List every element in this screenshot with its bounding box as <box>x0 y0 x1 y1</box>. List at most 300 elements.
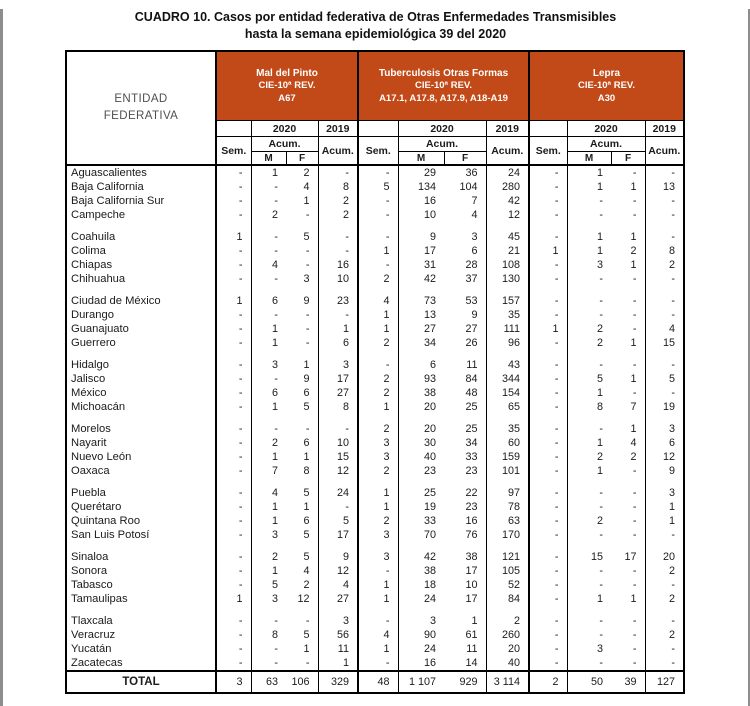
value-cell: - <box>358 165 398 180</box>
value-cell: 22 <box>444 486 486 500</box>
value-cell: 4 <box>286 180 318 194</box>
disease-name: Mal del Pinto <box>256 68 318 80</box>
value-cell: 8 <box>318 400 358 414</box>
value-cell: 4 <box>286 564 318 578</box>
value-cell: 3 <box>318 614 358 628</box>
value-cell: 9 <box>286 372 318 386</box>
value-cell: 6 <box>318 336 358 350</box>
entity-name: Quintana Roo <box>66 514 216 528</box>
value-cell: - <box>529 386 567 400</box>
spacer-cell <box>318 478 358 486</box>
spacer-cell <box>444 350 486 358</box>
value-cell: - <box>611 656 645 671</box>
value-cell: - <box>358 258 398 272</box>
disease-header-tuberculosis <box>358 51 529 121</box>
value-cell: 21 <box>486 244 529 258</box>
spacer-cell <box>398 286 444 294</box>
entity-name: Sinaloa <box>66 550 216 564</box>
value-cell: 1 <box>611 230 645 244</box>
spacer-cell <box>398 222 444 230</box>
value-cell: - <box>599 614 603 627</box>
value-cell: - <box>611 386 645 400</box>
value-cell: - <box>611 578 645 592</box>
entity-name: Chiapas <box>66 258 216 272</box>
value-cell: 27 <box>318 592 358 606</box>
spacer-cell <box>66 478 216 486</box>
spacer-cell <box>529 222 567 230</box>
value-cell: - <box>358 230 398 244</box>
value-cell: 2 <box>271 436 278 449</box>
entity-name: Zacatecas <box>66 656 216 671</box>
value-cell: 1 <box>668 500 675 513</box>
spacer-cell <box>66 414 216 422</box>
value-cell: - <box>671 194 675 207</box>
value-cell: 2 <box>596 450 603 463</box>
value-cell: 2 <box>596 336 603 349</box>
spacer-cell <box>444 286 486 294</box>
value-cell: - <box>216 358 251 372</box>
spacer-cell <box>529 414 567 422</box>
value-cell: 17 <box>444 592 486 606</box>
value-cell: 27 <box>444 322 486 336</box>
value-cell: - <box>216 628 251 642</box>
spacer-cell <box>444 478 486 486</box>
value-cell: 3 <box>358 528 398 542</box>
value-cell: 24 <box>486 165 529 180</box>
value-cell: 13 <box>662 180 675 193</box>
value-cell: 38 <box>423 386 436 399</box>
value-cell: 1 <box>444 614 486 628</box>
value-cell: - <box>611 165 645 180</box>
value-cell: - <box>599 208 603 221</box>
spacer-cell <box>529 478 567 486</box>
value-cell: 1 <box>596 592 603 605</box>
value-cell: 1 <box>596 166 603 179</box>
value-cell: 16 <box>423 194 436 207</box>
value-cell: - <box>611 642 645 656</box>
value-cell: 25 <box>444 422 486 436</box>
empty-cell <box>216 121 251 137</box>
spacer-row <box>66 286 684 294</box>
value-cell: 23 <box>423 464 436 477</box>
value-cell: 3 <box>444 230 486 244</box>
entity-name: Campeche <box>66 208 216 222</box>
value-cell: 3 <box>358 436 398 450</box>
acum-2019-header: Acum. <box>645 137 684 165</box>
value-cell: 3 <box>668 422 675 435</box>
value-cell: 111 <box>486 322 529 336</box>
value-cell: 38 <box>423 564 436 577</box>
spacer-cell <box>318 606 358 614</box>
value-cell: - <box>599 422 603 435</box>
spacer-cell <box>486 478 529 486</box>
disease-name: Tuberculosis Otras Formas <box>378 68 509 80</box>
value-cell: 5 <box>286 528 318 542</box>
disease-header-mal-del-pinto <box>216 51 358 121</box>
value-cell: 42 <box>423 272 436 285</box>
total-cell: 50 <box>590 675 603 688</box>
spacer-row <box>66 222 684 230</box>
value-cell: - <box>216 422 251 436</box>
value-cell: 2 <box>668 564 675 577</box>
value-cell: 10 <box>444 578 486 592</box>
empty-cell <box>358 121 398 137</box>
value-cell: - <box>216 258 251 272</box>
table-row <box>66 258 684 272</box>
value-cell: 63 <box>486 514 529 528</box>
spacer-cell <box>358 286 398 294</box>
value-cell: 1 <box>611 422 645 436</box>
value-cell: 1 <box>611 258 645 272</box>
value-cell: 2 <box>358 514 398 528</box>
value-cell: 20 <box>486 642 529 656</box>
table-row <box>66 386 684 400</box>
value-cell: 3 <box>358 550 398 564</box>
value-cell: 34 <box>423 336 436 349</box>
value-cell: 97 <box>486 486 529 500</box>
entity-name: Jalisco <box>66 372 216 386</box>
value-cell: - <box>318 165 358 180</box>
male-header: M <box>398 152 444 165</box>
entity-name: Ciudad de México <box>66 294 216 308</box>
value-cell: 2 <box>611 450 645 464</box>
spacer-cell <box>611 286 645 294</box>
value-cell: 10 <box>318 272 358 286</box>
spacer-cell <box>645 542 684 550</box>
value-cell: - <box>529 208 567 222</box>
value-cell: - <box>529 165 567 180</box>
value-cell: 344 <box>486 372 529 386</box>
table-row <box>66 422 684 436</box>
value-cell: - <box>318 308 358 322</box>
value-cell: 11 <box>318 642 358 656</box>
spacer-cell <box>286 286 318 294</box>
table-row <box>66 656 684 671</box>
acum-2019-header: Acum. <box>486 137 529 165</box>
empty-cell <box>529 121 567 137</box>
value-cell: 84 <box>486 592 529 606</box>
value-cell: 3 <box>596 642 603 655</box>
table-row <box>66 180 684 194</box>
value-cell: - <box>599 194 603 207</box>
value-cell: - <box>599 628 603 641</box>
value-cell: - <box>216 550 251 564</box>
disease-codes: A67 <box>278 92 296 104</box>
entity-name: Puebla <box>66 486 216 500</box>
value-cell: - <box>286 656 318 671</box>
value-cell: 6 <box>286 386 318 400</box>
value-cell: - <box>529 528 567 542</box>
value-cell: - <box>611 294 645 308</box>
value-cell: 1 <box>318 322 358 336</box>
spacer-cell <box>567 542 611 550</box>
value-cell: - <box>274 194 278 207</box>
table-row <box>66 272 684 286</box>
value-cell: 2 <box>358 464 398 478</box>
value-cell: - <box>599 500 603 513</box>
value-cell: 1 <box>286 642 318 656</box>
value-cell: - <box>358 194 398 208</box>
value-cell: 24 <box>423 592 436 605</box>
value-cell: 105 <box>486 564 529 578</box>
disease-cie: CIE-10ª REV. <box>258 80 316 92</box>
value-cell: 17 <box>423 244 436 257</box>
value-cell: 108 <box>486 258 529 272</box>
value-cell: 1 <box>596 180 603 193</box>
value-cell: - <box>611 272 645 286</box>
entity-name: Veracruz <box>66 628 216 642</box>
table-row <box>66 372 684 386</box>
table-row <box>66 592 684 606</box>
entity-name: Yucatán <box>66 642 216 656</box>
value-cell: 9 <box>318 550 358 564</box>
male-header: M <box>251 152 286 165</box>
value-cell: 73 <box>423 294 436 307</box>
spacer-cell <box>358 478 398 486</box>
spacer-cell <box>216 542 251 550</box>
sem-header: Sem. <box>358 137 398 165</box>
spacer-cell <box>216 414 251 422</box>
spacer-cell <box>611 350 645 358</box>
value-cell: 1 <box>358 308 398 322</box>
value-cell: 15 <box>318 450 358 464</box>
table-row <box>66 294 684 308</box>
value-cell: 1 <box>596 464 603 477</box>
value-cell: - <box>671 386 675 399</box>
value-cell: - <box>671 308 675 321</box>
value-cell: 2 <box>611 244 645 258</box>
table-row <box>66 322 684 336</box>
value-cell: - <box>286 614 318 628</box>
value-cell: 6 <box>286 514 318 528</box>
spacer-cell <box>251 350 286 358</box>
total-cell: 3 114 <box>486 671 529 693</box>
entity-name: Colima <box>66 244 216 258</box>
spacer-cell <box>216 222 251 230</box>
value-cell: 1 <box>358 642 398 656</box>
value-cell: - <box>611 308 645 322</box>
value-cell: 2 <box>318 194 358 208</box>
spacer-cell <box>645 222 684 230</box>
spacer-row <box>66 478 684 486</box>
value-cell: 17 <box>318 528 358 542</box>
value-cell: 1 <box>358 578 398 592</box>
value-cell: - <box>216 528 251 542</box>
spacer-cell <box>645 606 684 614</box>
table-title-line2: hasta la semana epidemiológica 39 del 2020 <box>244 26 507 41</box>
spacer-cell <box>645 478 684 486</box>
value-cell: 17 <box>611 550 645 564</box>
spacer-cell <box>611 542 645 550</box>
value-cell: 27 <box>423 322 436 335</box>
spacer-cell <box>398 350 444 358</box>
value-cell: - <box>529 400 567 414</box>
value-cell: - <box>529 372 567 386</box>
spacer-cell <box>216 478 251 486</box>
value-cell: - <box>611 322 645 336</box>
spacer-cell <box>286 222 318 230</box>
value-cell: 33 <box>444 450 486 464</box>
value-cell: 23 <box>444 500 486 514</box>
table-row <box>66 165 684 180</box>
value-cell: 4 <box>271 486 278 499</box>
entity-name: Guerrero <box>66 336 216 350</box>
value-cell: 16 <box>318 258 358 272</box>
value-cell: - <box>216 400 251 414</box>
year-2019-header: 2019 <box>318 121 358 137</box>
value-cell: 5 <box>286 486 318 500</box>
entity-header-line1: ENTIDAD <box>114 92 168 105</box>
value-cell: 3 <box>358 450 398 464</box>
value-cell: 27 <box>318 386 358 400</box>
spacer-cell <box>645 350 684 358</box>
value-cell: - <box>599 528 603 541</box>
value-cell: 3 <box>271 358 278 371</box>
disease-header-lepra <box>529 51 684 121</box>
table-row <box>66 464 684 478</box>
value-cell: 1 <box>271 166 278 179</box>
total-cell: 3 <box>216 671 251 693</box>
disease-cie: CIE-10ª REV. <box>414 80 473 92</box>
spacer-cell <box>398 478 444 486</box>
value-cell: - <box>318 500 358 514</box>
value-cell: - <box>216 436 251 450</box>
entity-name: Nayarit <box>66 436 216 450</box>
value-cell: 37 <box>444 272 486 286</box>
value-cell: 1 <box>611 592 645 606</box>
value-cell: - <box>274 230 278 243</box>
entity-column-header <box>66 51 216 165</box>
value-cell: 5 <box>286 400 318 414</box>
table-row <box>66 614 684 628</box>
spacer-cell <box>66 606 216 614</box>
value-cell: 2 <box>596 514 603 527</box>
total-cell: 329 <box>318 671 358 693</box>
value-cell: - <box>358 208 398 222</box>
value-cell: 15 <box>662 336 675 349</box>
value-cell: - <box>599 294 603 307</box>
value-cell: 43 <box>486 358 529 372</box>
entity-name: Baja California Sur <box>66 194 216 208</box>
value-cell: 26 <box>444 336 486 350</box>
value-cell: - <box>599 272 603 285</box>
value-cell: 6 <box>286 436 318 450</box>
table-row <box>66 208 684 222</box>
value-cell: 30 <box>423 436 436 449</box>
value-cell: - <box>216 194 251 208</box>
value-cell: - <box>529 358 567 372</box>
value-cell: - <box>529 436 567 450</box>
value-cell: 96 <box>486 336 529 350</box>
value-cell: 1 <box>611 336 645 350</box>
table-row <box>66 486 684 500</box>
value-cell: 3 <box>596 258 603 271</box>
value-cell: 6 <box>444 244 486 258</box>
value-cell: 157 <box>486 294 529 308</box>
spacer-cell <box>318 542 358 550</box>
table-row <box>66 550 684 564</box>
spacer-cell <box>251 286 286 294</box>
total-cell: 63 <box>265 675 278 688</box>
spacer-cell <box>318 222 358 230</box>
value-cell: - <box>529 486 567 500</box>
value-cell: 4 <box>318 578 358 592</box>
value-cell: 38 <box>444 550 486 564</box>
value-cell: - <box>529 180 567 194</box>
value-cell: 5 <box>286 628 318 642</box>
value-cell: 33 <box>423 514 436 527</box>
value-cell: 1 <box>358 400 398 414</box>
value-cell: 78 <box>486 500 529 514</box>
value-cell: 1 <box>596 386 603 399</box>
spacer-cell <box>358 350 398 358</box>
value-cell: 18 <box>423 578 436 591</box>
value-cell: - <box>611 486 645 500</box>
value-cell: - <box>529 614 567 628</box>
spacer-cell <box>529 286 567 294</box>
value-cell: 56 <box>318 628 358 642</box>
value-cell: 52 <box>486 578 529 592</box>
entity-name: Hidalgo <box>66 358 216 372</box>
spacer-cell <box>318 286 358 294</box>
value-cell: 19 <box>662 400 675 413</box>
spacer-cell <box>611 222 645 230</box>
table-row <box>66 230 684 244</box>
value-cell: 1 <box>611 372 645 386</box>
value-cell: 25 <box>444 400 486 414</box>
value-cell: 3 <box>668 486 675 499</box>
value-cell: 20 <box>423 422 436 435</box>
spacer-cell <box>529 606 567 614</box>
value-cell: 42 <box>486 194 529 208</box>
value-cell: - <box>611 528 645 542</box>
value-cell: 2 <box>358 386 398 400</box>
value-cell: 12 <box>318 564 358 578</box>
table-row <box>66 436 684 450</box>
value-cell: 9 <box>286 294 318 308</box>
spacer-cell <box>286 414 318 422</box>
value-cell: - <box>529 592 567 606</box>
value-cell: - <box>274 642 278 655</box>
spacer-row <box>66 350 684 358</box>
value-cell: 1 <box>286 194 318 208</box>
value-cell: 34 <box>444 436 486 450</box>
value-cell: 130 <box>486 272 529 286</box>
spacer-cell <box>529 542 567 550</box>
value-cell: 10 <box>423 208 436 221</box>
value-cell: 1 <box>271 514 278 527</box>
value-cell: 5 <box>358 180 398 194</box>
value-cell: - <box>286 244 318 258</box>
value-cell: - <box>671 358 675 371</box>
value-cell: 9 <box>444 308 486 322</box>
value-cell: 1 <box>216 230 251 244</box>
value-cell: 10 <box>318 436 358 450</box>
value-cell: - <box>274 422 278 435</box>
spacer-cell <box>645 414 684 422</box>
value-cell: - <box>216 514 251 528</box>
entity-name: Chihuahua <box>66 272 216 286</box>
spacer-cell <box>567 350 611 358</box>
value-cell: - <box>318 230 358 244</box>
spacer-cell <box>486 542 529 550</box>
value-cell: - <box>671 294 675 307</box>
value-cell: 40 <box>423 450 436 463</box>
value-cell: 16 <box>423 656 436 669</box>
value-cell: 5 <box>271 578 278 591</box>
value-cell: 8 <box>271 628 278 641</box>
value-cell: - <box>216 500 251 514</box>
